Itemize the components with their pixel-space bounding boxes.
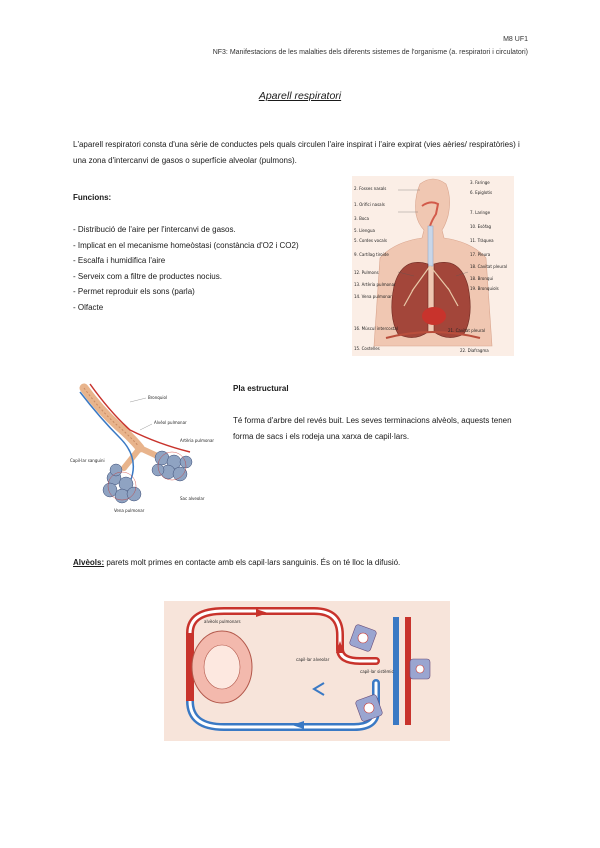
figure1-label: 15. Costelles [354,346,380,351]
figure1-label: 13. Artèria pulmonar [354,282,396,287]
header-unit: M8 UF1 [503,36,528,43]
alveolar-sac-figure [70,382,220,518]
functions-title: Funcions: [73,193,112,202]
figure1-label: 16. Múscul intercostal [354,326,398,331]
figure2-label: Sac alveolar [180,496,205,501]
figure1-label: 14. Vena pulmonar [354,294,392,299]
figure1-label: 18. Cavitat pleural [470,264,508,269]
function-item: - Implicat en el mecanisme homeòstasi (constància d'O2 i CO2) [73,240,299,250]
structural-plan-text: Té forma d'arbre del revés buit. Les seves terminacions alvèols, aquests tenen forma de sacs i els rodeja una xarxa de capil·lars. [233,416,512,441]
figure3-label: alvèols pulmonars [204,619,241,624]
alveols-paragraph [73,558,533,567]
figure1-label: 3. Boca [354,216,369,221]
alveols-label: Alvèols: [73,558,105,567]
figure1-label: 5. Cordes vocals [354,238,387,243]
functions-list [73,222,343,316]
header-subtitle: NF3: Manifestacions de les malalties dels diferents sistemes de l'organisme (a. respiratori i circulatori) [212,49,528,56]
figure2-label: Vena pulmonar [114,508,145,513]
figure1-label: 17. Pleura [470,252,491,257]
function-item: - Distribució de l'aire per l'intercanvi de gasos. [73,225,236,234]
alveols-text: parets molt primes en contacte amb els capil·lars sanguinis. És on té lloc la difusió. [104,558,401,567]
respiratory-system-figure [352,176,514,356]
figure2-label: Alvèol pulmonar [154,420,187,425]
figure3-label: capil·lar sistèmic [360,669,394,674]
gas-exchange-figure [164,601,450,741]
figure1-label: 5. Llengua [354,228,375,233]
figure1-label: 18. Bronqui [470,276,494,281]
figure1-label: 2. Fosses nasals [354,186,387,191]
figure1-label: 9. Cartílag tiroide [354,252,389,257]
function-item: - Escalfa i humidifica l'aire [73,256,166,266]
figure1-label: 11. Tràquea [470,238,494,243]
function-item: - Olfacte [73,302,104,312]
function-item: - Serveix com a filtre de productes nocius. [73,271,222,281]
figure3-label: capil·lar alveolar [296,657,330,662]
figure2-label: Bronquiol [148,395,168,400]
figure1-label: 22. Diafragma [460,348,489,353]
figure1-label: 3. Faringe [470,180,490,185]
figure1-label: 12. Pulmons [354,270,379,275]
figure1-label: 1. Orifici nasals [354,202,385,207]
figure1-label: 10. Esòfag [470,224,492,229]
page-title: Aparell respiratori [258,90,342,102]
intro-paragraph: L'aparell respiratori consta d'una sèrie de conductes pels quals circulen l'aire inspirat i l'aire expirat (vies aèries/ respiratòries) i una zona d'intercanvi de gasos o superfície alveolar (pulmons). [73,140,520,165]
figure2-label: Artèria pulmonar [180,438,215,443]
function-item: - Permet reproduir els sons (parla) [73,287,195,297]
figure1-label: 6. Epiglotis [470,190,493,195]
figure2-label: Capil·lar sanguini [70,458,105,463]
structural-plan-title: Pla estructural [233,384,289,393]
figure1-label: 7. Laringe [470,210,491,215]
figure1-label: 19. Bronquiols [470,286,499,291]
figure1-label: 21. Cavitat pleural [448,328,486,333]
